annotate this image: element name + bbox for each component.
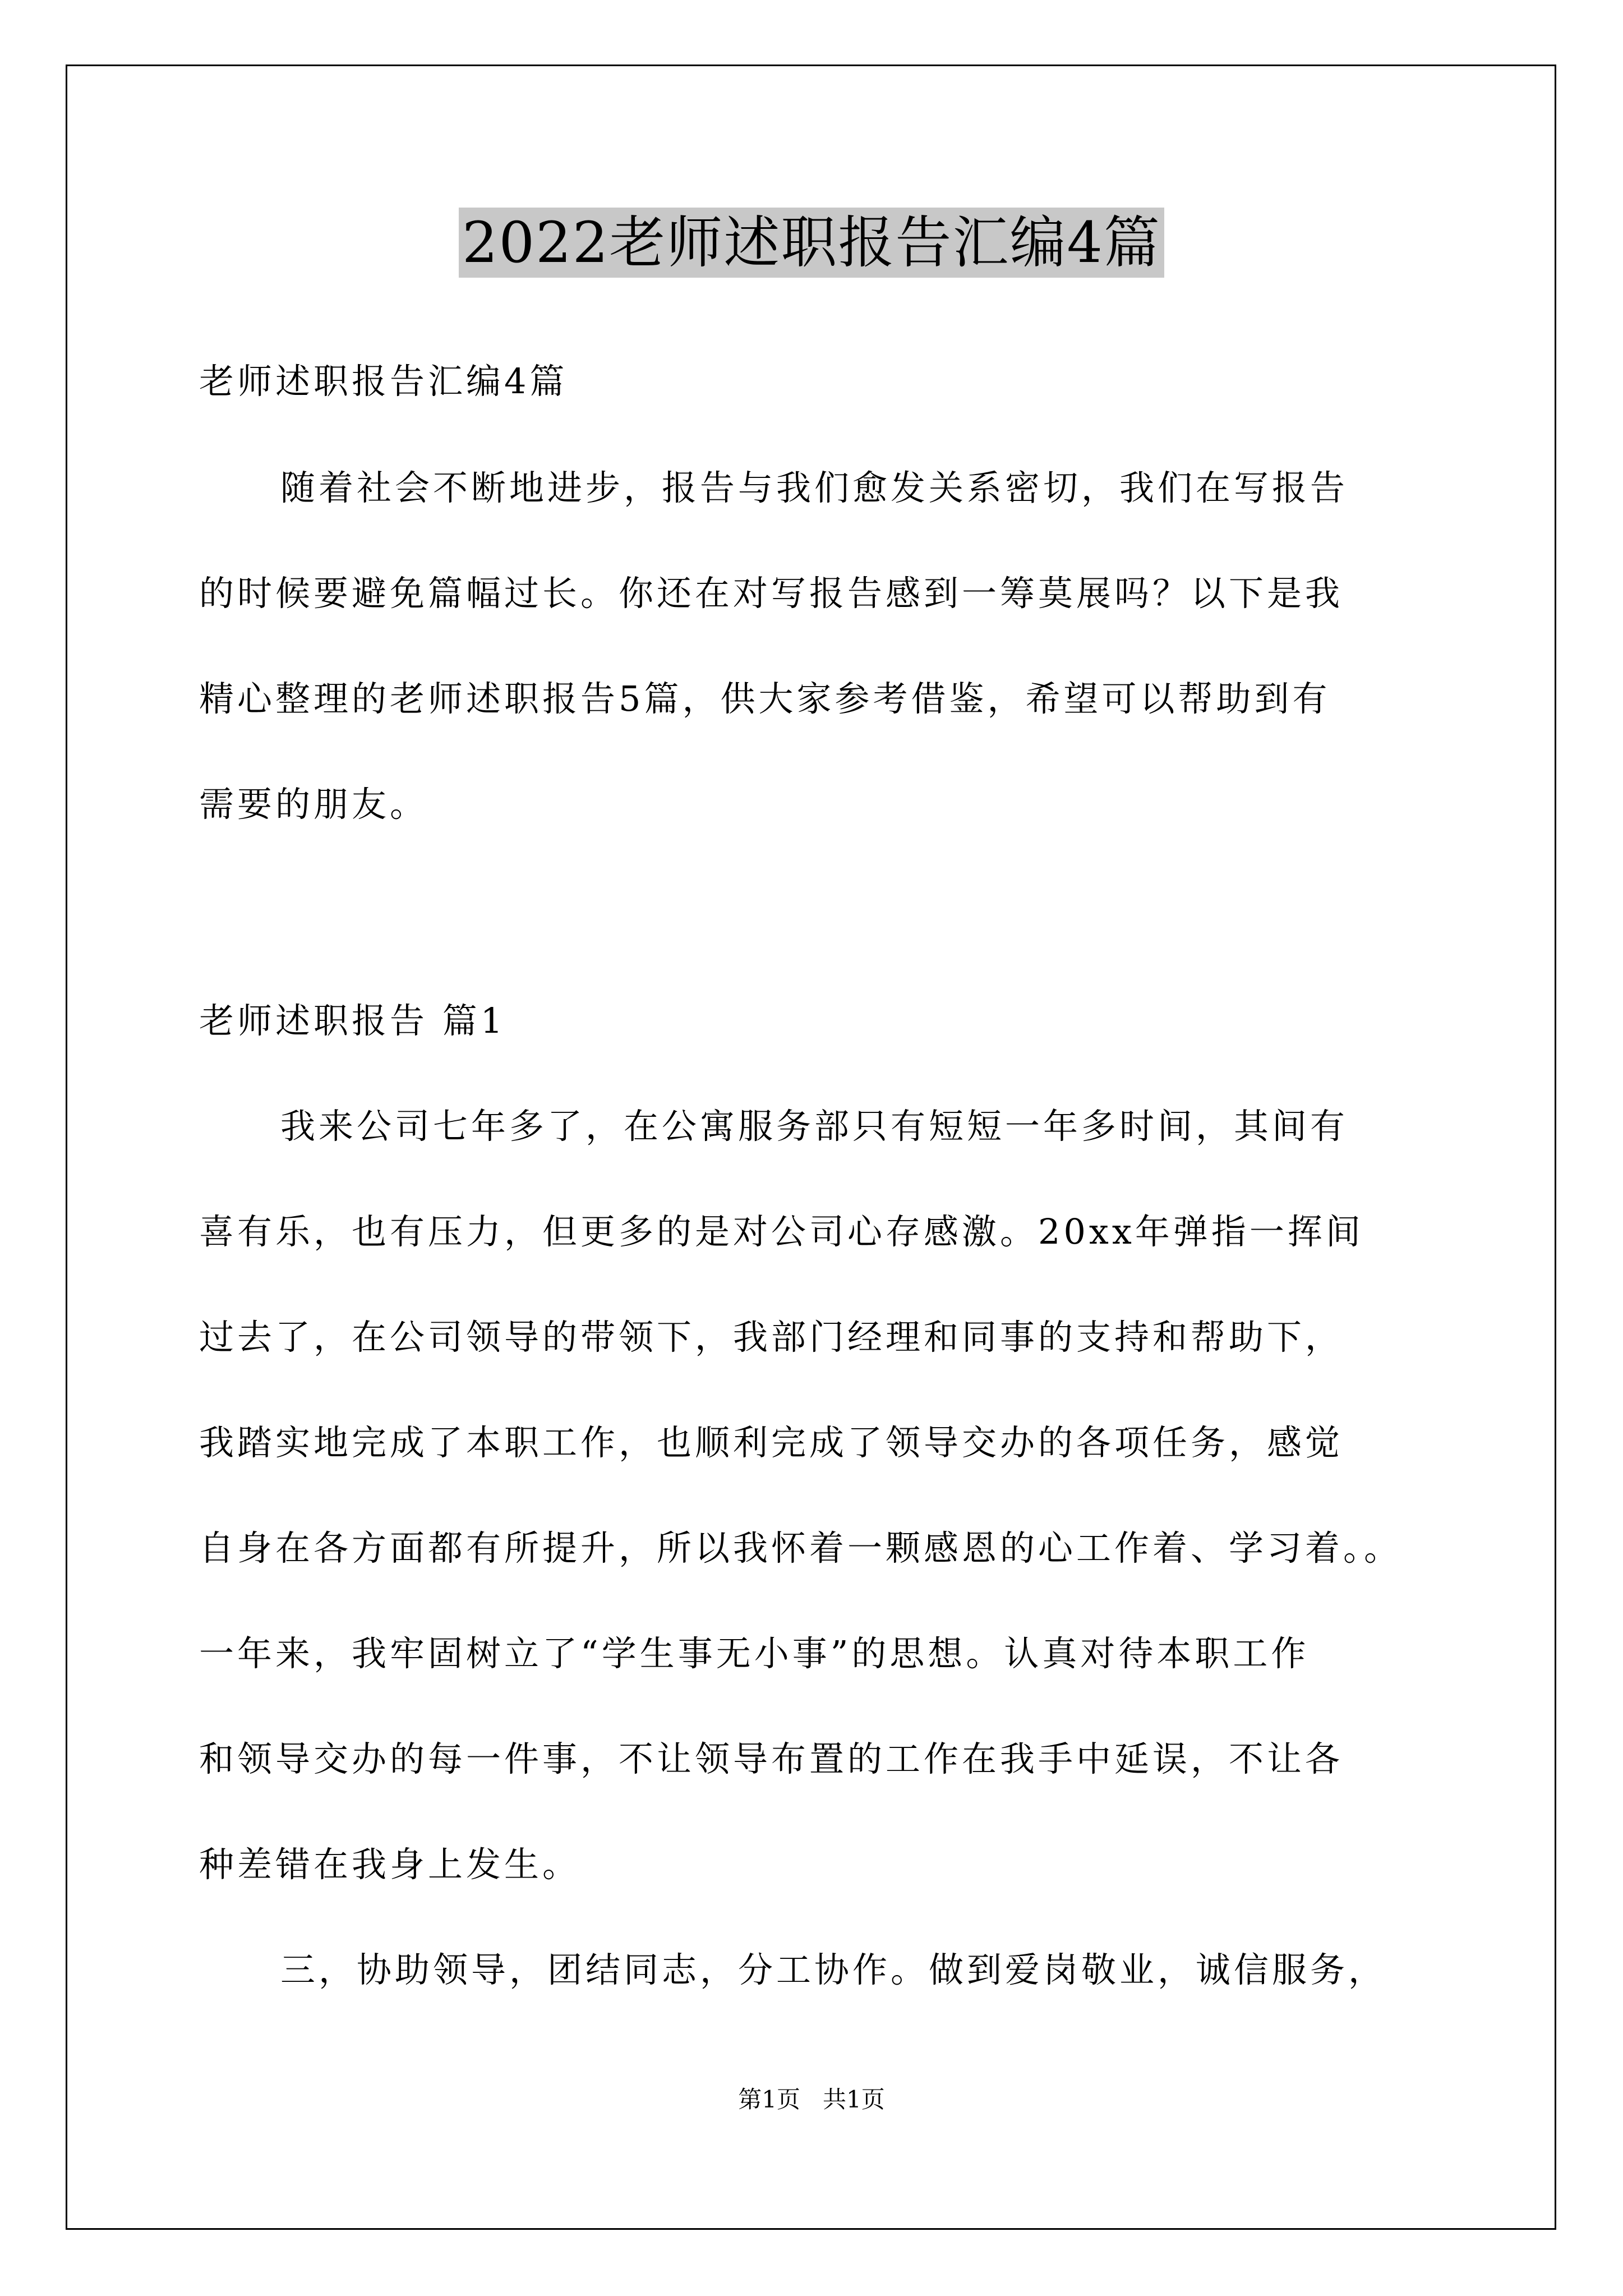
section-heading: 老师述职报告 篇1 <box>199 1000 506 1041</box>
paragraph-line: 我来公司七年多了，在公寓服务部只有短短一年多时间，其间有 <box>280 1106 1349 1147</box>
document-title: 2022老师述职报告汇编4篇 <box>459 208 1164 278</box>
paragraph-line: 喜有乐，也有压力，但更多的是对公司心存感激。20xx年弹指一挥间 <box>199 1211 1364 1252</box>
paragraph-line: 需要的朋友。 <box>199 784 428 825</box>
paragraph-line: 和领导交办的每一件事，不让领导布置的工作在我手中延误，不让各 <box>199 1738 1344 1779</box>
subtitle: 老师述职报告汇编4篇 <box>199 361 568 402</box>
paragraph-line: 随着社会不断地进步，报告与我们愈发关系密切，我们在写报告 <box>280 467 1349 508</box>
paragraph-line: 精心整理的老师述职报告5篇，供大家参考借鉴，希望可以帮助到有 <box>199 678 1331 719</box>
paragraph-line: 我踏实地完成了本职工作，也顺利完成了领导交办的各项任务，感觉 <box>199 1422 1344 1463</box>
paragraph-line: 的时候要避免篇幅过长。你还在对写报告感到一筹莫展吗？以下是我 <box>199 573 1344 614</box>
paragraph-line: 过去了，在公司领导的带领下，我部门经理和同事的支持和帮助下， <box>199 1317 1344 1358</box>
title-container <box>0 208 1623 278</box>
paragraph-line: 自身在各方面都有所提升，所以我怀着一颗感恩的心工作着、学习着。。 <box>199 1527 1403 1568</box>
paragraph-line: 三，协助领导，团结同志，分工协作。做到爱岗敬业，诚信服务， <box>280 1949 1387 1990</box>
paragraph-line: 种差错在我身上发生。 <box>199 1844 581 1885</box>
paragraph-line: 一年来，我牢固树立了“学生事无小事”的思想。认真对待本职工作 <box>199 1633 1310 1674</box>
page-footer: 第1页 共1页 <box>738 2086 885 2113</box>
